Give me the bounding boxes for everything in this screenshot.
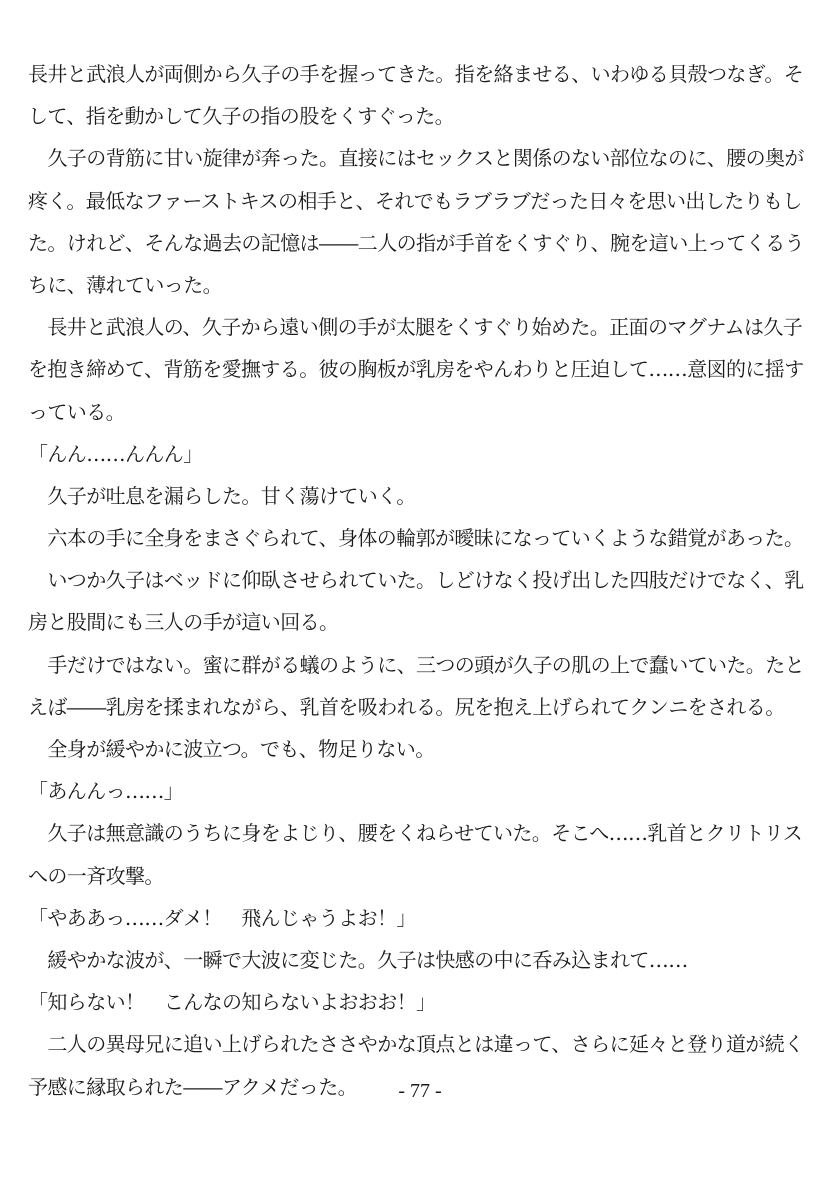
text-line: 六本の手に全身をまさぐられて、身体の輪郭が曖昧になっていくような錯覚があった。 bbox=[28, 526, 804, 551]
text-line: えば――乳房を揉まれながら、乳首を吸われる。尻を抱え上げられてクンニをされる。 bbox=[28, 694, 785, 719]
text-line: 疼く。最低なファーストキスの相手と、それでもラブラブだった日々を思い出したりもし bbox=[28, 188, 802, 213]
text-line: 久子が吐息を漏らした。甘く蕩けていく。 bbox=[28, 483, 416, 508]
text-line: 全身が緩やかに波立つ。でも、物足りない。 bbox=[28, 737, 435, 761]
text-line: 「知らない！ こんなの知らないよおおお！」 bbox=[28, 990, 436, 1015]
text-line: 緩やかな波が、一瞬で大波に変じた。久子は快感の中に呑み込まれて…… bbox=[28, 947, 688, 972]
page-number: - 77 - bbox=[398, 1080, 442, 1102]
text-line: 手だけではない。蜜に群がる蟻のように、三つの頭が久子の肌の上で蠢いていた。たと bbox=[28, 652, 804, 677]
text-line: いつか久子はベッドに仰臥させられていた。しどけなく投げ出した四肢だけでなく、乳 bbox=[28, 568, 804, 593]
text-line: 久子は無意識のうちに身をよじり、腰をくねらせていた。そこへ……乳首とクリトリス bbox=[28, 821, 803, 846]
text-line: 長井と武浪人の、久子から遠い側の手が太腿をくすぐり始めた。正面のマグナムは久子 bbox=[28, 315, 803, 340]
body-text bbox=[28, 53, 818, 1108]
text-line: ちに、薄れていった。 bbox=[28, 272, 222, 297]
text-line: た。けれど、そんな過去の記憶は――二人の指が手首をくすぐり、腕を這い上ってくるう bbox=[28, 230, 804, 255]
text-line: して、指を動かして久子の指の股をくすぐった。 bbox=[28, 104, 454, 129]
text-line: を抱き締めて、背筋を愛撫する。彼の胸板が乳房をやんわりと圧迫して……意図的に揺す bbox=[28, 357, 804, 382]
text-line: 長井と武浪人が両側から久子の手を握ってきた。指を絡ませる、いわゆる貝殻つなぎ。そ bbox=[28, 62, 804, 86]
text-line: 「やああっ……ダメ！ 飛んじゃうよお！」 bbox=[28, 905, 416, 930]
text-line: 予感に縁取られた――アクメだった。 bbox=[28, 1074, 357, 1099]
text-line: 二人の異母兄に追い上げられたささやかな頂点とは違って、さらに延々と登り道が続く bbox=[28, 1032, 804, 1057]
text-line: 「あんんっ……」 bbox=[28, 779, 184, 804]
text-line: っている。 bbox=[28, 399, 125, 424]
text-line: 房と股間にも三人の手が這い回る。 bbox=[28, 610, 339, 635]
text-line: 「んん……んんん」 bbox=[28, 441, 203, 466]
text-line: への一斉攻撃。 bbox=[28, 863, 164, 888]
text-line: 久子の背筋に甘い旋律が奔った。直接にはセックスと関係のない部位なのに、腰の奥が bbox=[28, 146, 804, 171]
